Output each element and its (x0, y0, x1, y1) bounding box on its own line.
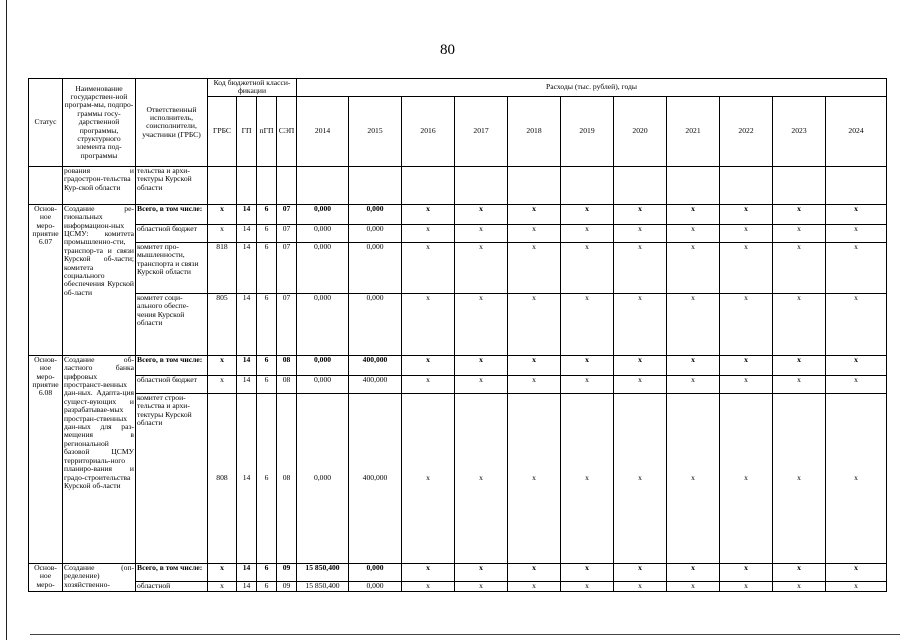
table-cell: 0,000 (297, 393, 349, 563)
header-gp: ГП (237, 96, 257, 166)
table-cell: 07 (277, 293, 297, 355)
table-cell: x (773, 355, 826, 375)
empty-cell (237, 166, 257, 204)
empty-cell (614, 166, 667, 204)
table-cell: x (561, 393, 614, 563)
table-cell: x (208, 563, 237, 581)
table-cell: x (561, 355, 614, 375)
header-year: 2018 (508, 96, 561, 166)
table-cell: x (826, 581, 887, 591)
table-cell: 14 (237, 393, 257, 563)
table-cell: x (720, 224, 773, 242)
table-cell: x (826, 242, 887, 293)
table-cell: x (208, 355, 237, 375)
table-cell: x (614, 393, 667, 563)
table-cell: x (402, 293, 455, 355)
header-row-1 (29, 79, 887, 97)
table-cell: x (402, 224, 455, 242)
table-cell: x (614, 224, 667, 242)
table-cell: x (208, 581, 237, 591)
table-cell: x (402, 375, 455, 393)
empty-cell (297, 166, 349, 204)
table-cell: 0,000 (297, 204, 349, 224)
table-row (29, 224, 887, 242)
empty-cell (29, 166, 63, 204)
table-cell: x (614, 293, 667, 355)
table-cell: x (455, 224, 508, 242)
table-cell: 15 850,400 (297, 563, 349, 581)
table-cell: 14 (237, 224, 257, 242)
empty-cell (277, 166, 297, 204)
table-cell: x (773, 375, 826, 393)
table-cell: x (773, 563, 826, 581)
table-cell: Всего, в том числе: (136, 204, 208, 224)
table-cell: 818 (208, 242, 237, 293)
table-cell: x (455, 581, 508, 591)
table-row (29, 375, 887, 393)
table-cell: x (508, 242, 561, 293)
table-cell: 400,000 (349, 355, 402, 375)
table-cell: x (508, 355, 561, 375)
table-cell: x (561, 204, 614, 224)
table-cell: 0,000 (297, 355, 349, 375)
status-cell: Основ-ное меро-приятие 6.08 (29, 355, 63, 563)
header-status: Статус (29, 79, 63, 167)
table-row (29, 204, 887, 224)
header-year: 2020 (614, 96, 667, 166)
scan-edge-bottom (30, 634, 900, 635)
table-cell: 07 (277, 242, 297, 293)
header-year: 2015 (349, 96, 402, 166)
table-cell: x (455, 293, 508, 355)
table-cell: x (614, 375, 667, 393)
page-number: 80 (440, 42, 455, 58)
empty-cell (720, 166, 773, 204)
table-cell: x (208, 375, 237, 393)
table-cell: 08 (277, 355, 297, 375)
table-cell: комитет про-мышленности, транспорта и связи Курской области (136, 242, 208, 293)
table-cell: 400,000 (349, 375, 402, 393)
empty-cell (667, 166, 720, 204)
table-cell: x (402, 355, 455, 375)
table-cell: x (561, 581, 614, 591)
table-cell: x (667, 375, 720, 393)
table-row (29, 355, 887, 375)
table-cell: x (614, 355, 667, 375)
table-cell: областной (136, 581, 208, 591)
table-cell: x (826, 293, 887, 355)
table-cell: 6 (257, 563, 277, 581)
header-year: 2019 (561, 96, 614, 166)
budget-table (28, 78, 887, 592)
table-cell: x (561, 242, 614, 293)
table-cell: 0,000 (349, 581, 402, 591)
table-cell: 14 (237, 293, 257, 355)
table-cell: 15 850,400 (297, 581, 349, 591)
table-cell: x (402, 204, 455, 224)
table-cell: 14 (237, 375, 257, 393)
header-grbs: ГРБС (208, 96, 237, 166)
table-cell: 0,000 (349, 224, 402, 242)
header-pgp: пГП (257, 96, 277, 166)
table-cell: x (561, 224, 614, 242)
header-year: 2016 (402, 96, 455, 166)
table-cell: x (720, 242, 773, 293)
table-cell: 6 (257, 204, 277, 224)
table-cell: x (720, 355, 773, 375)
table-cell: 6 (257, 224, 277, 242)
table-cell: 0,000 (349, 242, 402, 293)
table-cell: x (826, 563, 887, 581)
table-cell: комитет строи-тельства и архи-тектуры Курской области (136, 393, 208, 563)
empty-cell (349, 166, 402, 204)
table-cell: областной бюджет (136, 224, 208, 242)
empty-cell (455, 166, 508, 204)
empty-cell (508, 166, 561, 204)
table-cell: x (667, 293, 720, 355)
table-cell: 08 (277, 393, 297, 563)
table-cell: 6 (257, 293, 277, 355)
measure-name: Создание об-ластного банка цифровых пространст-венных дан-ных. Адапта-ция сущест-вующих и разрабатывае-мых простран-ственных дан-ных для раз-мещения в региональной базовой ЦСМУ территориаль-ного планиро-вания и градо-строительства Курской об-ласти (63, 355, 136, 563)
table-cell: 0,000 (297, 242, 349, 293)
continuation-row (29, 166, 887, 204)
table-cell: x (508, 224, 561, 242)
table-cell: 6 (257, 242, 277, 293)
continuation-name: рования и градострон-тельства Кур-ской области (63, 166, 136, 204)
table-cell: x (508, 375, 561, 393)
table-cell: x (455, 355, 508, 375)
table-cell: 808 (208, 393, 237, 563)
continuation-executor: тельства и архи-тектуры Курской области (136, 166, 208, 204)
table-cell: x (667, 563, 720, 581)
measure-name: Создание ре-гиональных информацион-ных ЦСМУ: комитета промышленно-сти, транспор-та и связи Курской об-ласти; комитета социального обеспечения Курской об-ласти (63, 204, 136, 355)
header-expenses: Расходы (тыс. рублей), годы (297, 79, 887, 97)
table-cell: x (455, 242, 508, 293)
table-cell: областной бюджет (136, 375, 208, 393)
header-year: 2022 (720, 96, 773, 166)
header-year: 2024 (826, 96, 887, 166)
empty-cell (402, 166, 455, 204)
table-cell: 08 (277, 375, 297, 393)
empty-cell (561, 166, 614, 204)
table-cell: x (667, 581, 720, 591)
table-cell: 6 (257, 581, 277, 591)
header-executor: Ответственный исполнитель, соисполнители, участники (ГРБС) (136, 79, 208, 167)
table-cell: x (508, 204, 561, 224)
table-cell: x (826, 224, 887, 242)
table-cell: x (826, 355, 887, 375)
table-cell: 09 (277, 563, 297, 581)
header-year: 2017 (455, 96, 508, 166)
table-cell: 07 (277, 204, 297, 224)
table-cell: 07 (277, 224, 297, 242)
header-year: 2021 (667, 96, 720, 166)
table-cell: x (667, 224, 720, 242)
table-cell: x (773, 293, 826, 355)
scan-edge-left (6, 0, 7, 640)
table-cell: x (561, 293, 614, 355)
table-cell: x (667, 242, 720, 293)
table-cell: x (455, 393, 508, 563)
header-year: 2014 (297, 96, 349, 166)
header-name: Наименование государствен-ной програм-мы, подпро-граммы госу-дарственной программы, структурного элемента под-программы (63, 79, 136, 167)
table-cell: 09 (277, 581, 297, 591)
table-cell: 14 (237, 355, 257, 375)
table-cell: x (508, 563, 561, 581)
table-cell: x (773, 204, 826, 224)
table-cell: 14 (237, 563, 257, 581)
table-cell: 0,000 (349, 293, 402, 355)
table-cell: 6 (257, 355, 277, 375)
table-row (29, 563, 887, 581)
table-cell: 0,000 (297, 293, 349, 355)
table-cell: x (720, 563, 773, 581)
table-cell: x (402, 563, 455, 581)
table-cell: x (614, 581, 667, 591)
table-cell: 0,000 (297, 375, 349, 393)
table-cell: x (667, 204, 720, 224)
table-row (29, 242, 887, 293)
table-cell: x (561, 375, 614, 393)
table-row (29, 581, 887, 591)
table-cell: x (720, 581, 773, 591)
header-budget-code: Код бюджетной класси-фикации (208, 79, 297, 97)
table-row (29, 393, 887, 563)
table-cell: 6 (257, 375, 277, 393)
table-cell: x (720, 293, 773, 355)
table-cell: x (208, 224, 237, 242)
table-cell: x (614, 242, 667, 293)
table-cell: x (773, 393, 826, 563)
table-cell: x (720, 375, 773, 393)
table-cell: x (455, 204, 508, 224)
table-cell: x (614, 204, 667, 224)
table-cell: x (773, 242, 826, 293)
table-cell: x (826, 375, 887, 393)
table-cell: x (773, 581, 826, 591)
table-cell: x (773, 224, 826, 242)
table-cell: x (561, 563, 614, 581)
table-cell: 6 (257, 393, 277, 563)
table-cell: Всего, в том числе: (136, 563, 208, 581)
table-cell: x (455, 563, 508, 581)
table-cell: x (508, 293, 561, 355)
table-cell: x (402, 393, 455, 563)
table-cell: x (402, 242, 455, 293)
empty-cell (826, 166, 887, 204)
status-cell: Основ-ное меро- (29, 563, 63, 591)
table-cell: x (614, 563, 667, 581)
table-cell: 0,000 (349, 563, 402, 581)
table-cell: 0,000 (349, 204, 402, 224)
table-cell: x (720, 204, 773, 224)
table-cell: 14 (237, 242, 257, 293)
table-cell: комитет соци-ального обеспе-чения Курской области (136, 293, 208, 355)
table-cell: 0,000 (297, 224, 349, 242)
table-cell: x (508, 393, 561, 563)
table-cell: x (208, 204, 237, 224)
table-cell: 14 (237, 204, 257, 224)
measure-name: Создание (оп-ределение) хозяйственно- (63, 563, 136, 591)
table-cell: Всего, в том числе: (136, 355, 208, 375)
status-cell: Основ-ное меро-приятие 6.07 (29, 204, 63, 355)
table-cell: x (508, 581, 561, 591)
empty-cell (257, 166, 277, 204)
table-cell: x (402, 581, 455, 591)
header-sep: СЭП (277, 96, 297, 166)
table-row (29, 293, 887, 355)
table-cell: 400,000 (349, 393, 402, 563)
empty-cell (773, 166, 826, 204)
table-cell: x (826, 393, 887, 563)
table-cell: x (720, 393, 773, 563)
table-cell: 14 (237, 581, 257, 591)
table-cell: x (455, 375, 508, 393)
table-cell: x (826, 204, 887, 224)
table-cell: x (667, 393, 720, 563)
header-year: 2023 (773, 96, 826, 166)
empty-cell (208, 166, 237, 204)
table-cell: x (667, 355, 720, 375)
table-cell: 805 (208, 293, 237, 355)
